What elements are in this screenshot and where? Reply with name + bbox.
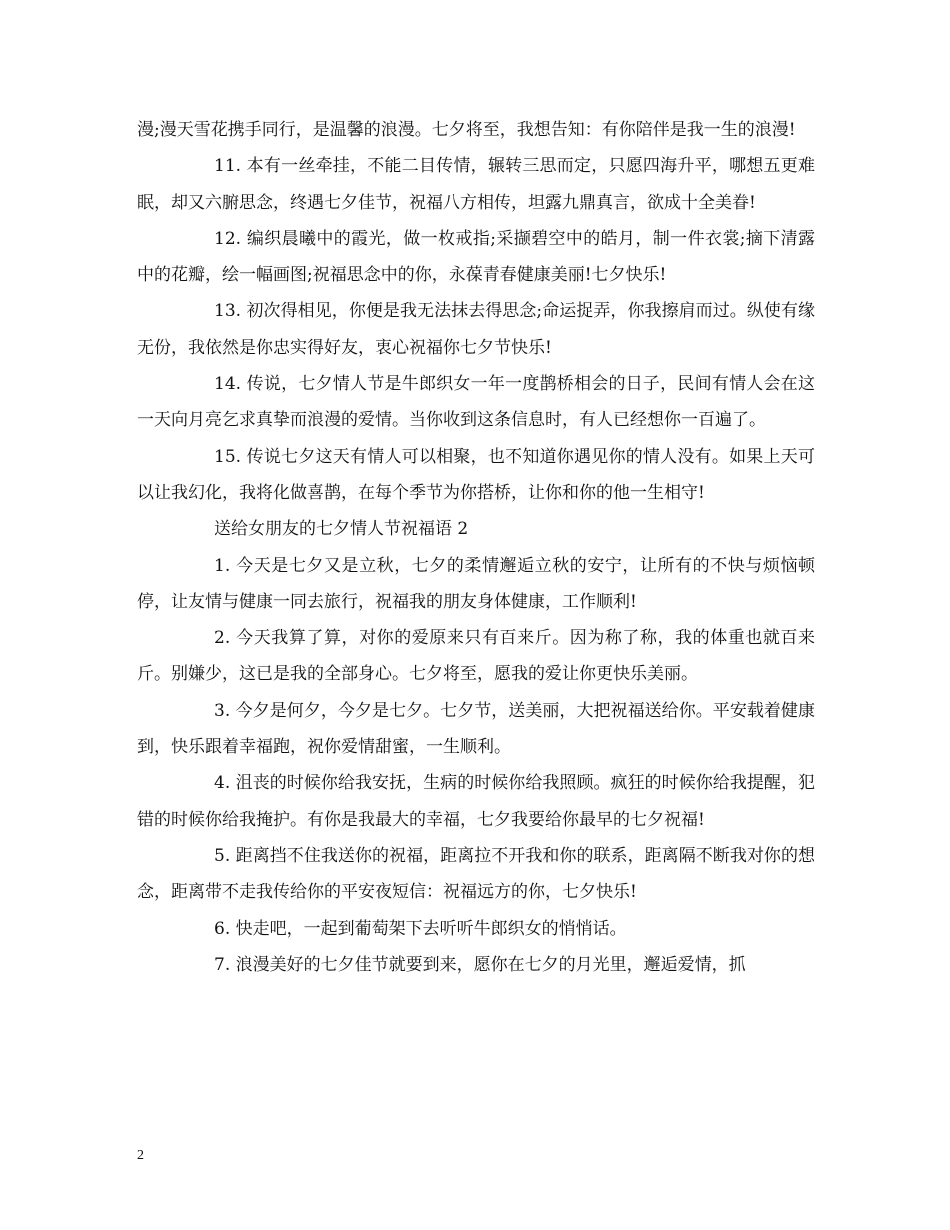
paragraph: 3. 今夕是何夕，今夕是七夕。七夕节，送美丽，大把祝福送给你。平安载着健康到，快乐跟着幸福跑，祝你爱情甜蜜，一生顺利。 bbox=[137, 700, 815, 758]
paragraph: 15. 传说七夕这天有情人可以相聚，也不知道你遇见你的情人没有。如果上天可以让我幻化，我将化做喜鹊，在每个季节为你搭桥，让你和你的他一生相守! bbox=[137, 446, 815, 503]
paragraph: 漫;漫天雪花携手同行，是温馨的浪漫。七夕将至，我想告知：有你陪伴是我一生的浪漫! bbox=[137, 120, 796, 140]
paragraph: 12. 编织晨曦中的霞光，做一枚戒指;采撷碧空中的皓月，制一件衣裳;摘下清露中的花瓣，绘一幅画图;祝福思念中的你，永葆青春健康美丽!七夕快乐! bbox=[137, 228, 815, 286]
document-body bbox=[137, 112, 815, 983]
paragraph: 1. 今天是七夕又是立秋，七夕的柔情邂逅立秋的安宁，让所有的不快与烦恼顿停，让友情与健康一同去旅行，祝福我的朋友身体健康，工作顺利! bbox=[137, 555, 815, 612]
paragraph: 14. 传说，七夕情人节是牛郎织女一年一度鹊桥相会的日子，民间有情人会在这一天向月亮乞求真挚而浪漫的爱情。当你收到这条信息时，有人已经想你一百遍了。 bbox=[137, 374, 815, 431]
section-heading: 送给女朋友的七夕情人节祝福语 2 bbox=[214, 519, 469, 540]
paragraph: 6. 快走吧，一起到葡萄架下去听听牛郎织女的悄悄话。 bbox=[214, 918, 627, 939]
paragraph: 11. 本有一丝牵挂，不能二目传情，辗转三思而定，只愿四海升平，哪想五更难眠，却又六腑思念，终遇七夕佳节，祝福八方相传，坦露九鼎真言，欲成十全美眷! bbox=[137, 156, 815, 213]
paragraph: 7. 浪漫美好的七夕佳节就要到来，愿你在七夕的月光里，邂逅爱情，抓 bbox=[214, 954, 746, 975]
paragraph: 4. 沮丧的时候你给我安抚，生病的时候你给我照顾。疯狂的时候你给我提醒，犯错的时候你给我掩护。有你是我最大的幸福，七夕我要给你最早的七夕祝福! bbox=[137, 773, 815, 830]
paragraph: 5. 距离挡不住我送你的祝福，距离拉不开我和你的联系，距离隔不断我对你的想念，距离带不走我传给你的平安夜短信：祝福远方的你，七夕快乐! bbox=[137, 845, 815, 903]
paragraph: 2. 今天我算了算，对你的爱原来只有百来斤。因为称了称，我的体重也就百来斤。别嫌少，这已是我的全部身心。七夕将至，愿我的爱让你更快乐美丽。 bbox=[137, 628, 815, 685]
page-number: 2 bbox=[137, 1148, 144, 1163]
paragraph: 13. 初次得相见，你便是我无法抹去得思念;命运捉弄，你我擦肩而过。纵使有缘无份，我依然是你忠实得好友，衷心祝福你七夕节快乐! bbox=[137, 301, 815, 358]
